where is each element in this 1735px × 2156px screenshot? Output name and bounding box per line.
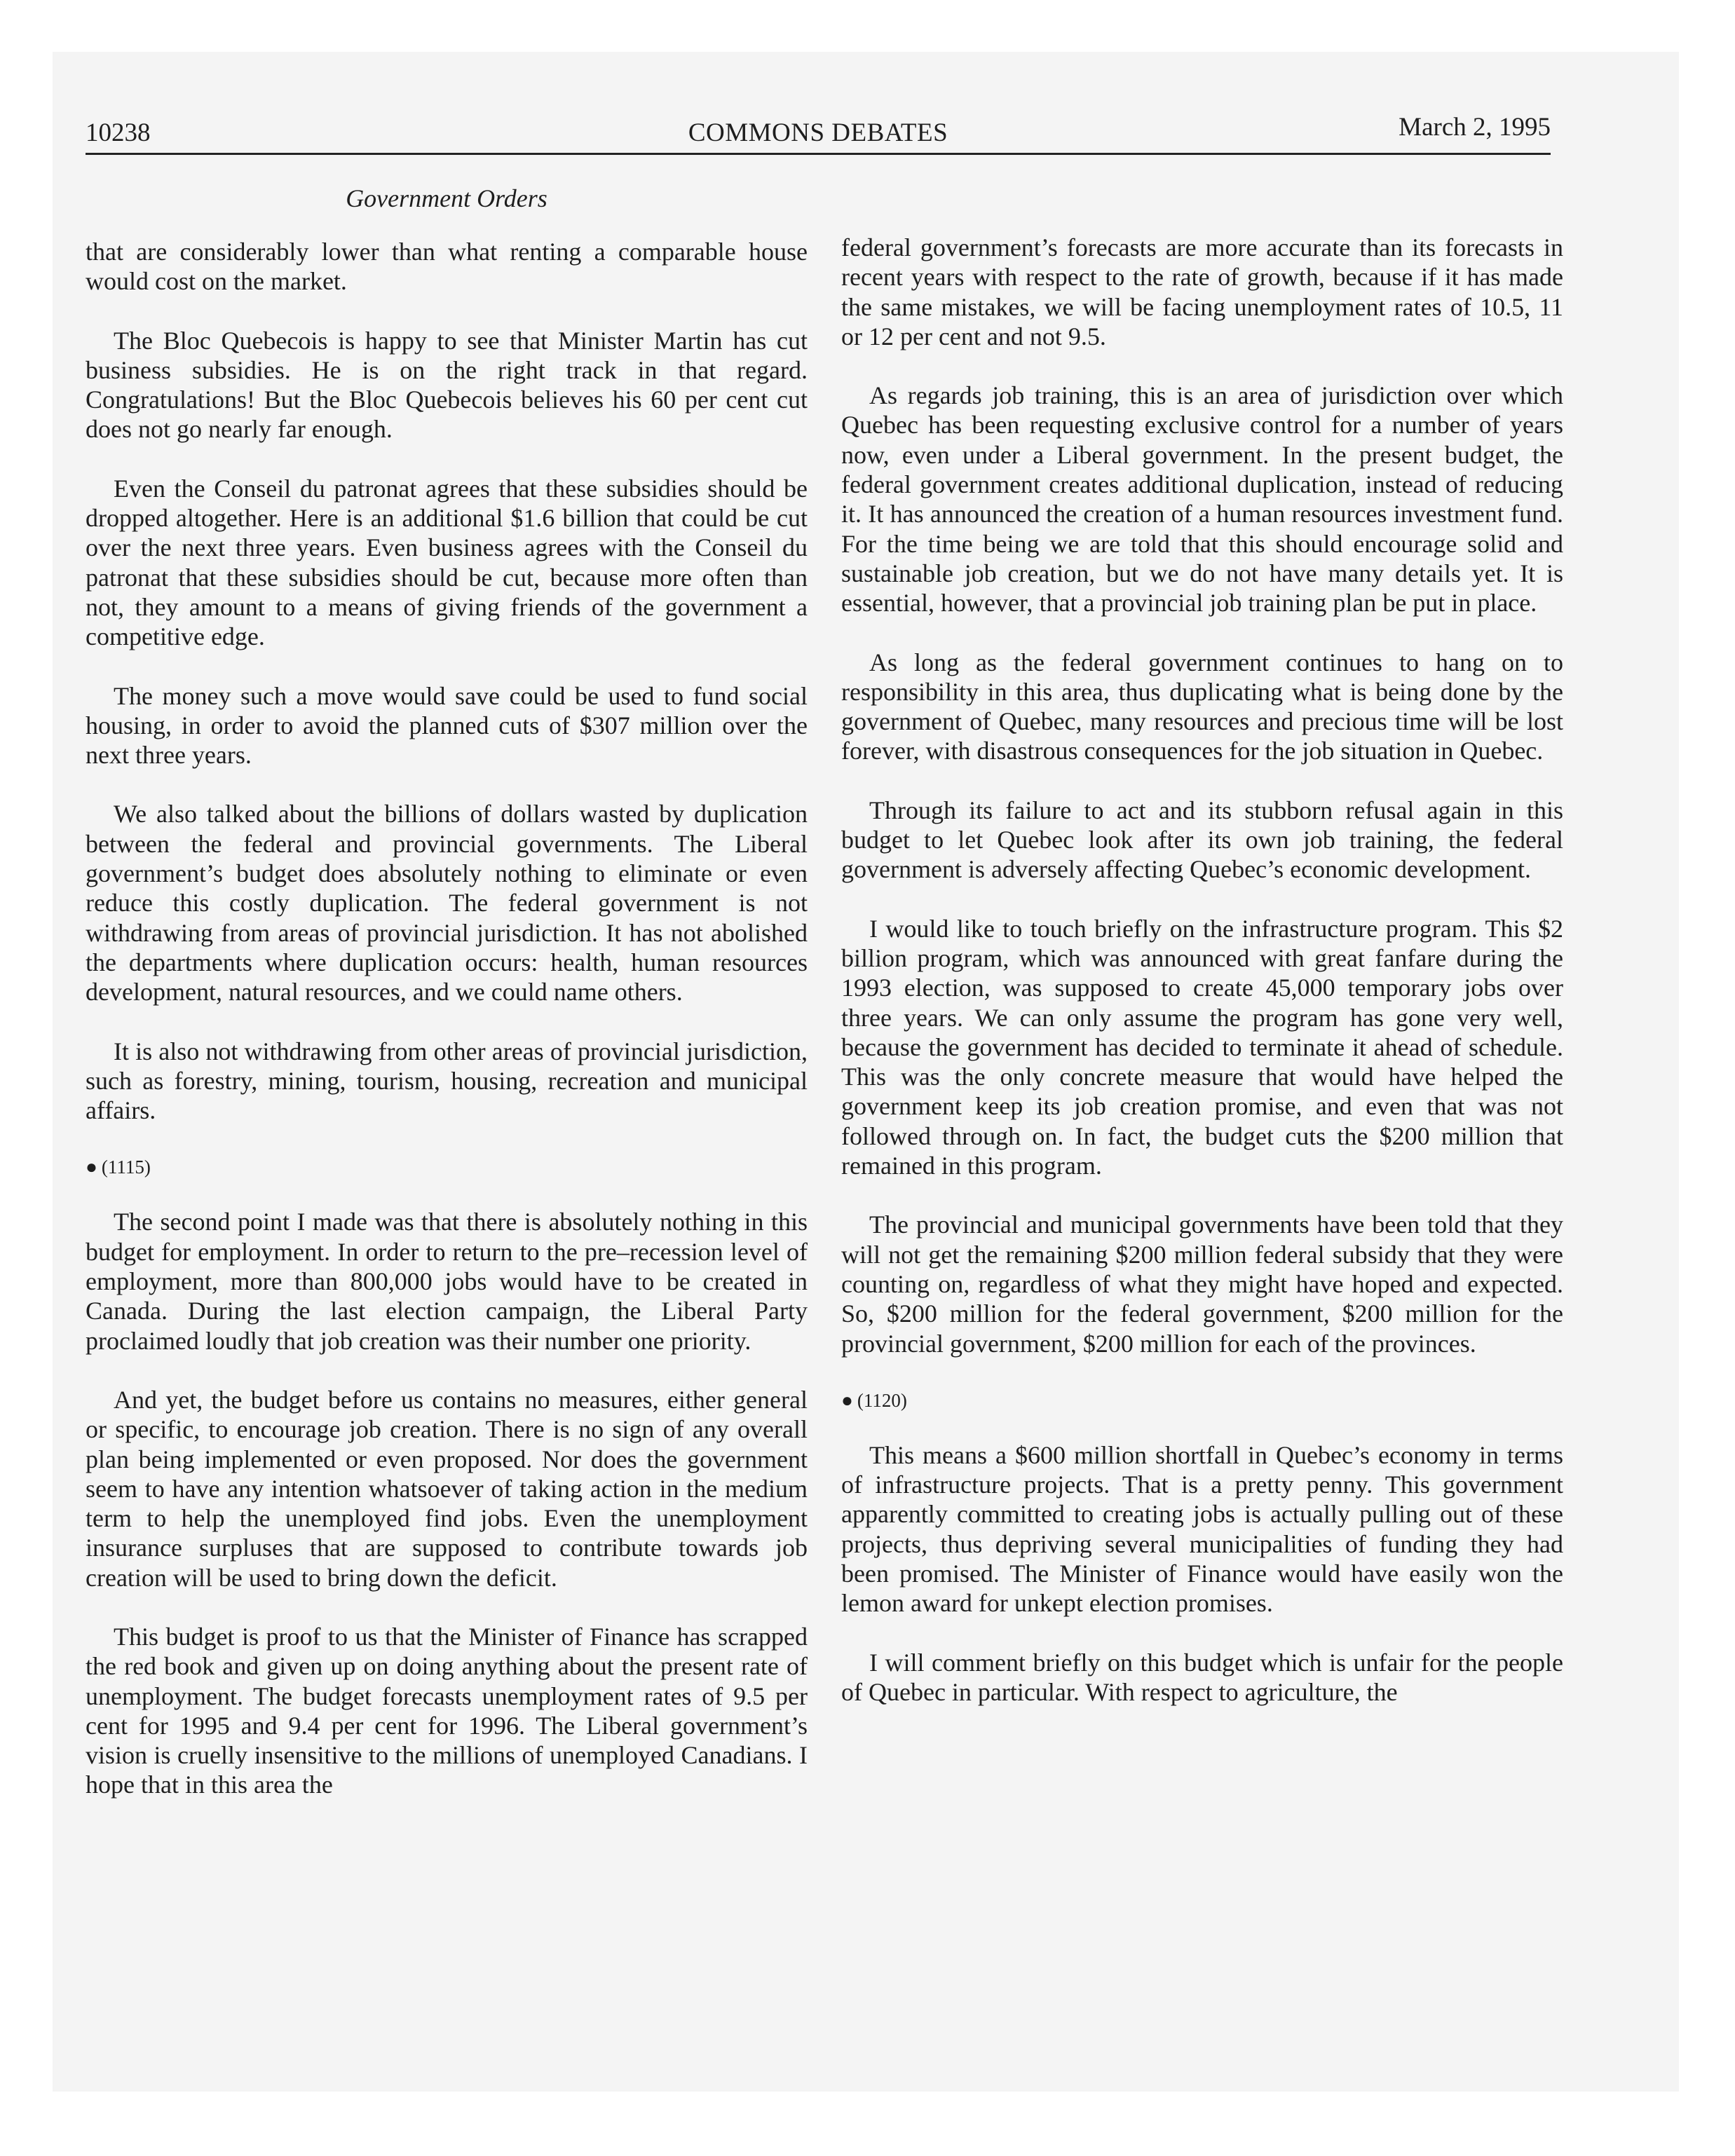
paragraph: The Bloc Quebecois is happy to see that Minister Martin has cut business subsidies. He is on the right track in that regard. Congratulations! But the Bloc Quebecois believes his 60 per cent cut does not go nearly far enough.	[86, 326, 808, 444]
bullet-icon: ●	[86, 1157, 97, 1179]
paragraph: federal government’s forecasts are more accurate than its forecasts in recent years with respect to the rate of growth, because if it has made the same mistakes, we will be facing unemployment rates of 10.5, 11 or 12 per cent and not 9.5.	[841, 233, 1563, 350]
journal-title: COMMONS DEBATES	[688, 118, 948, 147]
paragraph: This means a $600 million shortfall in Quebec’s economy in terms of infrastructure projects. That is a pretty penny. This government apparently committed to creating jobs is actually pulling out of these projects, thus depriving several municipalities of funding they had been promised. The Minister of Finance would have easily won the lemon award for unkept election promises.	[841, 1440, 1563, 1618]
paragraph: As regards job training, this is an area of jurisdiction over which Quebec has been requesting exclusive control for a number of years now, even under a Liberal government. In the present budget, the federal government creates additional duplication, instead of reducing it. It has announced the creation of a human resources investment fund. For the time being we are told that this should encourage solid and sustainable job creation, but we do not have many details yet. It is essential, however, that a provincial job training plan be put in place.	[841, 381, 1563, 618]
left-column	[86, 237, 808, 1800]
time-marker-label: (1120)	[857, 1389, 907, 1411]
paragraph: And yet, the budget before us contains no measures, either general or specific, to encourage job creation. There is no sign of any overall plan being implemented or even proposed. Nor does the government seem to have any intention whatsoever of taking action in the medium term to help the unemployed find jobs. Even the unemployment insurance surpluses that are supposed to contribute towards job creation will be used to bring down the deficit.	[86, 1385, 808, 1592]
paragraph: The provincial and municipal governments have been told that they will not get the remaining $200 million federal subsidy that they were counting on, regardless of what they might have hoped and expected. So, $200 million for the federal government, $200 million for the provincial government, $200 million for each of the provinces.	[841, 1210, 1563, 1358]
paragraph: As long as the federal government continues to hang on to responsibility in this area, thus duplicating what is being done by the government of Quebec, many resources and precious time will be lost forever, with disastrous consequences for the job situation in Quebec.	[841, 648, 1563, 765]
paragraph: We also talked about the billions of dollars wasted by duplication between the federal and provincial governments. The Liberal government’s budget does absolutely nothing to eliminate or even reduce this costly duplication. The federal government is not withdrawing from areas of provincial jurisdiction. It has not abolished the departments where duplication occurs: health, human resources development, natural resources, and we could name others.	[86, 800, 808, 1007]
time-marker-label: (1115)	[101, 1157, 151, 1178]
time-marker	[86, 1154, 808, 1180]
paragraph: I would like to touch briefly on the infrastructure program. This $2 billion program, which was announced with great fanfare during the 1993 election, was supposed to create 45,000 temporary jobs over three years. We can only assume the program has gone very well, because the government has decided to terminate it ahead of schedule. This was the only concrete measure that would have helped the government keep its job creation promise, and even that was not followed through on. In fact, the budget cuts the $200 million that remained in this program.	[841, 914, 1563, 1180]
paragraph: Even the Conseil du patronat agrees that these subsidies should be dropped altogether. Here is an additional $1.6 billion that could be cut over the next three years. Even business agrees with the Conseil du patronat that these subsidies should be cut, because more often than not, they amount to a means of giving friends of the government a competitive edge.	[86, 474, 808, 651]
paragraph: that are considerably lower than what renting a comparable house would cost on the market.	[86, 238, 808, 296]
paragraph: The second point I made was that there is absolutely nothing in this budget for employment. In order to return to the pre–recession level of employment, more than 800,000 jobs would have to be created in Canada. During the last election campaign, the Liberal Party proclaimed loudly that job creation was their number one priority.	[86, 1208, 808, 1355]
paragraph: The money such a move would save could be used to fund social housing, in order to avoid the planned cuts of $307 million over the next three years.	[86, 681, 808, 770]
paragraph: I will comment briefly on this budget which is unfair for the people of Quebec in particular. With respect to agriculture, the	[841, 1648, 1563, 1706]
header-rule	[86, 153, 1551, 155]
section-title: Government Orders	[346, 184, 547, 212]
paragraph: This budget is proof to us that the Minister of Finance has scrapped the red book and given up on doing anything about the present rate of unemployment. The budget forecasts unemployment rates of 9.5 per cent for 1995 and 9.4 per cent for 1996. The Liberal government’s vision is cruelly insensitive to the millions of unemployed Canadians. I hope that in this area the	[86, 1622, 808, 1799]
right-column	[841, 233, 1563, 1707]
bullet-icon: ●	[841, 1389, 853, 1412]
issue-date: March 2, 1995	[1399, 113, 1551, 142]
page-number: 10238	[86, 118, 151, 147]
running-head	[86, 112, 1551, 154]
time-marker	[841, 1388, 1563, 1414]
paragraph: Through its failure to act and its stubborn refusal again in this budget to let Quebec look after its own job training, the federal government is adversely affecting Quebec’s economic development.	[841, 796, 1563, 884]
paragraph: It is also not withdrawing from other areas of provincial jurisdiction, such as forestry, mining, tourism, housing, recreation and municipal affairs.	[86, 1037, 808, 1125]
